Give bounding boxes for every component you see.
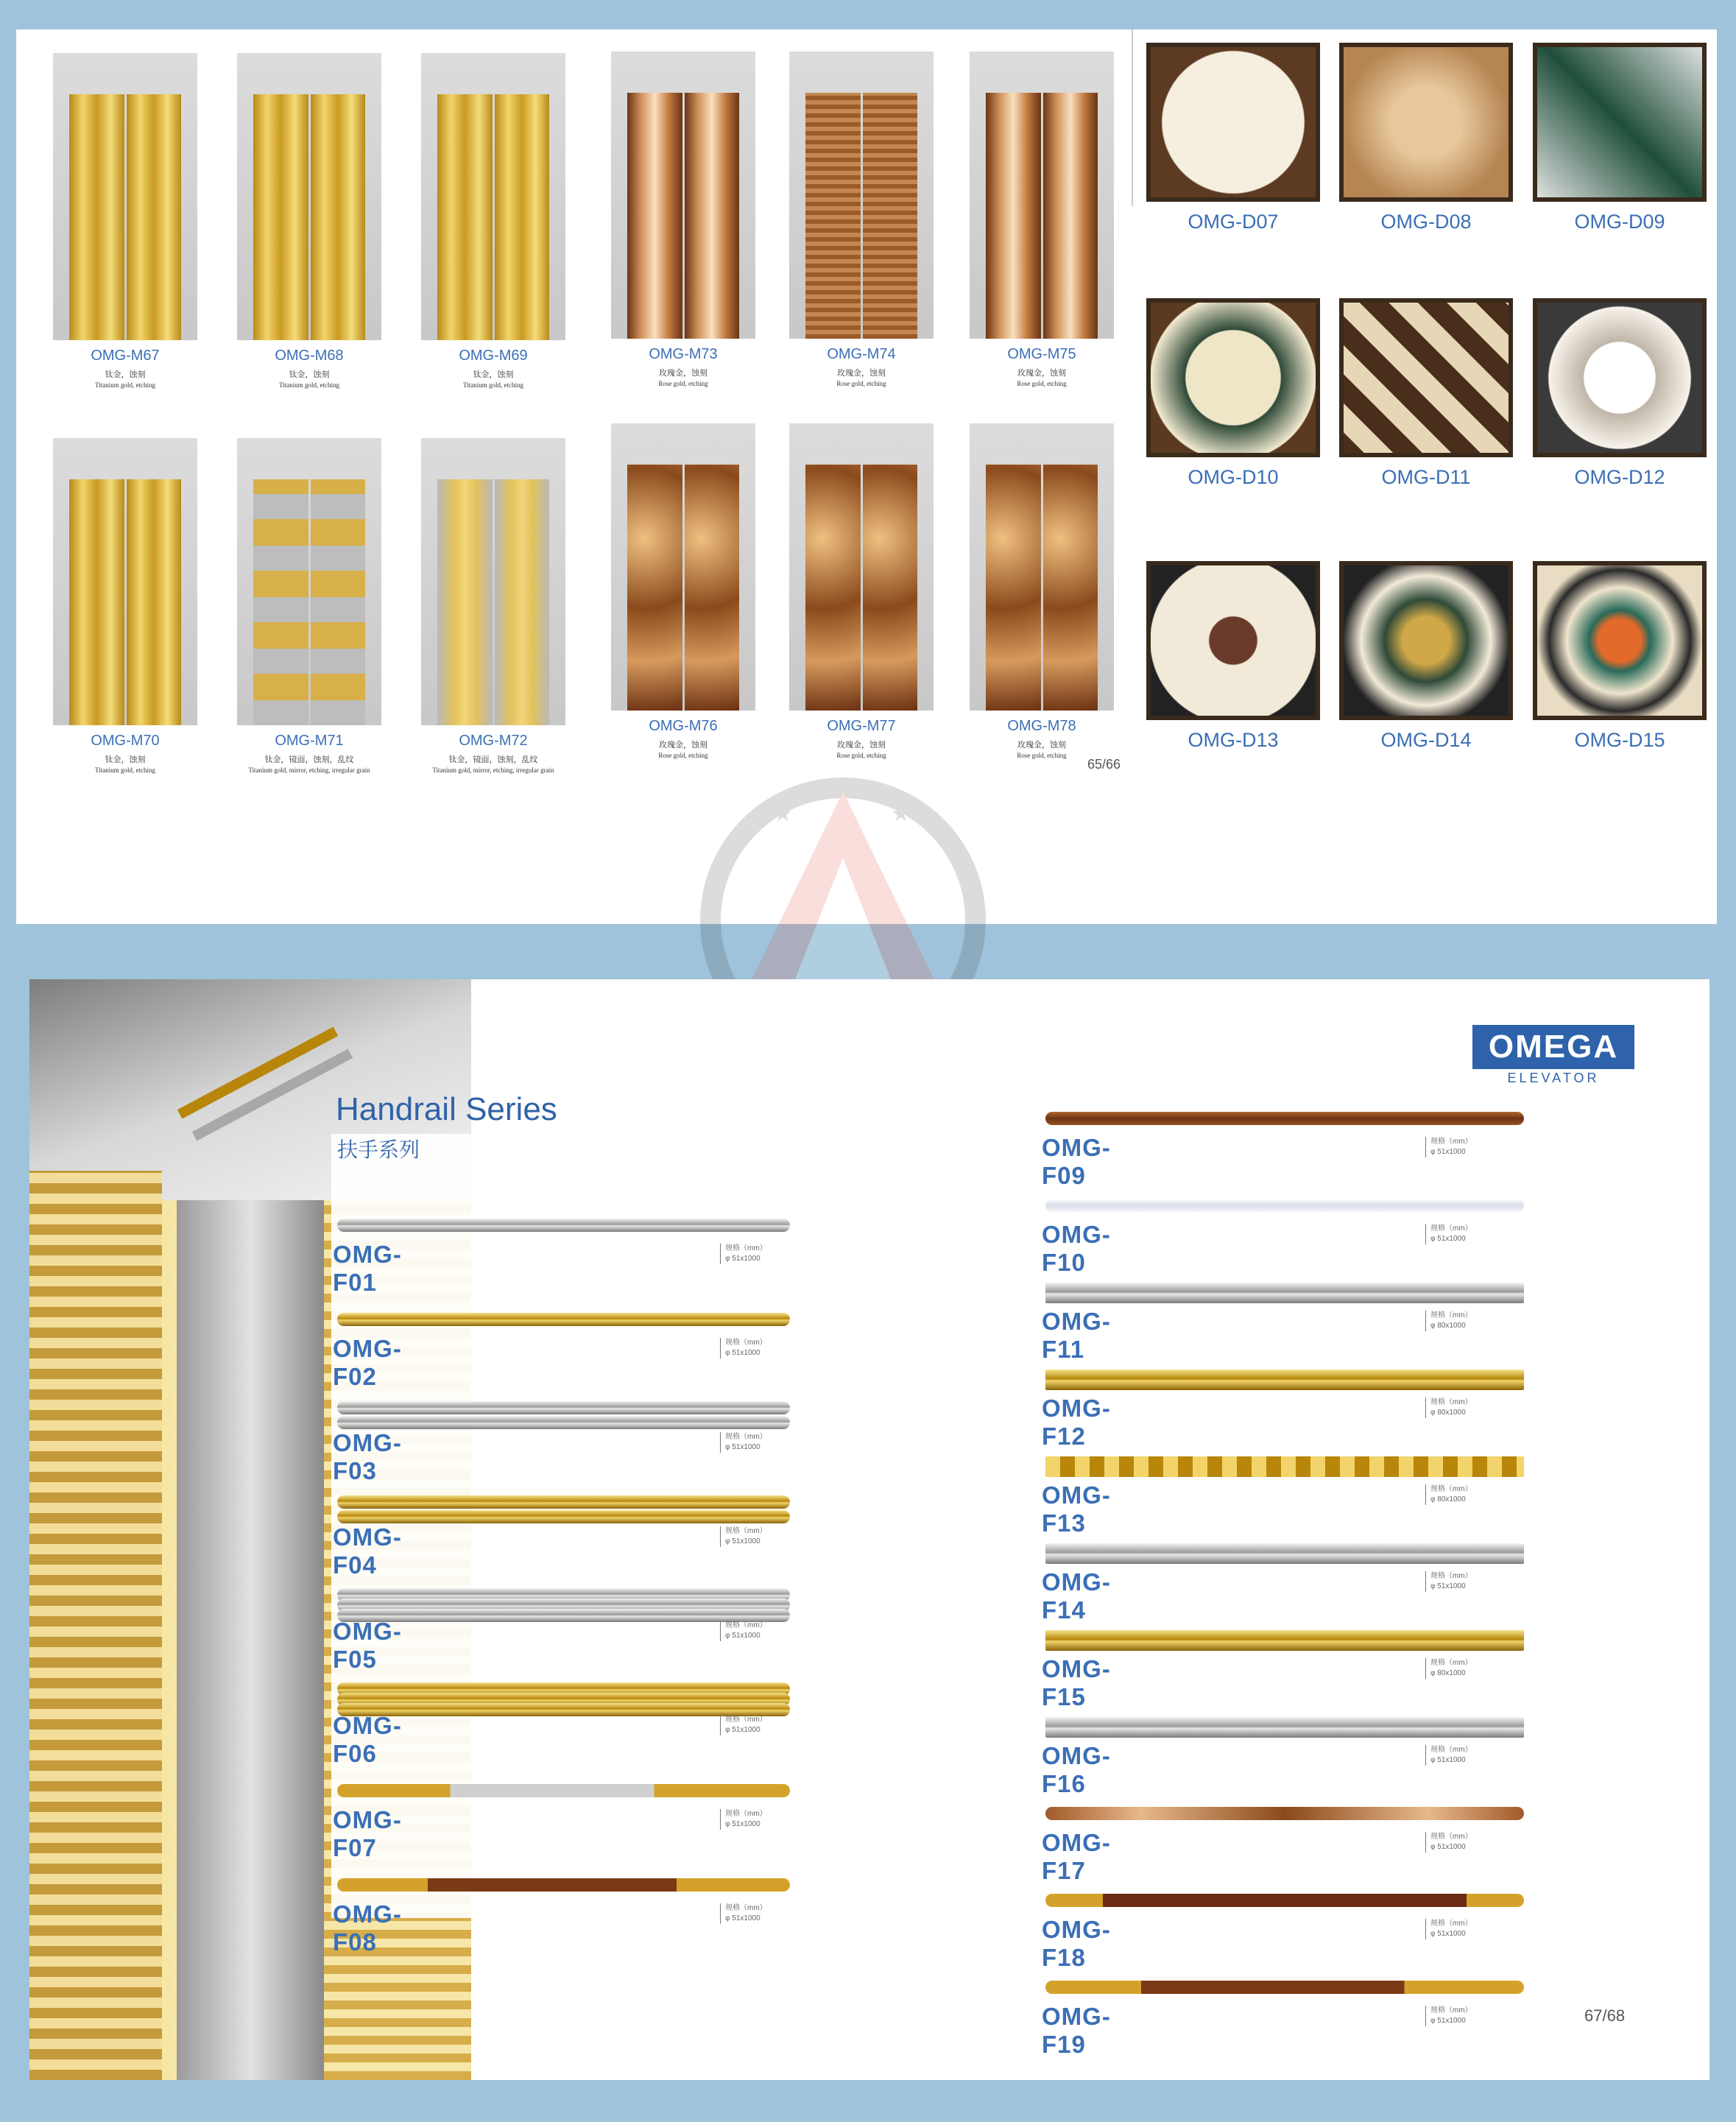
door-panel-omg-m76	[611, 423, 755, 769]
handrail-tube	[1045, 1807, 1524, 1820]
door-finish-cn: 玫瑰金，蚀刻	[659, 368, 708, 378]
handrail-spec	[1425, 1658, 1472, 1679]
handrail-tube	[1045, 1283, 1524, 1303]
handrail-spec-label: 规格（mm）	[1430, 1659, 1472, 1667]
door-leaves	[627, 93, 739, 339]
door-finish-cn: 钛金，蚀刻	[473, 370, 514, 379]
door-finish-en: Rose gold, etching	[658, 380, 708, 387]
handrail-tube	[1045, 1630, 1524, 1651]
door-code: OMG-M71	[275, 733, 344, 749]
handrail-code: OMG-F02	[333, 1335, 402, 1390]
handrail-spec-size: φ 51x1000	[725, 1632, 761, 1640]
handrail-tube	[1045, 1981, 1524, 1994]
handrail-spec-size: φ 51x1000	[725, 1537, 761, 1545]
door-leaves	[253, 94, 365, 340]
tile-code: OMG-D14	[1380, 729, 1472, 751]
handrail-tube	[337, 1510, 790, 1523]
handrail-spec-label: 规格（mm）	[1430, 1746, 1472, 1754]
handrail-tube	[1045, 1543, 1524, 1564]
handrail-spec-size: φ 80x1000	[1430, 1322, 1466, 1330]
door-finish-en: Rose gold, etching	[1017, 380, 1067, 387]
handrail-tube	[337, 1219, 790, 1232]
handrail-code: OMG-F18	[1042, 1916, 1111, 1971]
door-leaf	[253, 479, 308, 725]
handrail-code: OMG-F08	[333, 1900, 402, 1956]
handrail-code: OMG-F13	[1042, 1481, 1111, 1537]
door-panel-omg-m68	[237, 53, 381, 399]
handrail-spec-size: φ 51x1000	[1430, 1148, 1466, 1156]
door-code: OMG-M74	[827, 346, 896, 362]
door-leaves	[69, 94, 181, 340]
door-leaf	[1043, 93, 1098, 339]
handrail-code: OMG-F10	[1042, 1221, 1111, 1276]
door-code: OMG-M73	[649, 346, 718, 362]
handrail-spec-label: 规格（mm）	[1430, 1833, 1472, 1841]
floor-tile-omg-d14	[1339, 561, 1513, 751]
floor-tile-omg-d07	[1146, 43, 1320, 233]
door-finish-cn: 钛金，镜面，蚀刻，乱纹	[264, 755, 354, 764]
door-finish-en: Titanium gold, etching	[463, 381, 523, 389]
handrail-image	[1045, 1713, 1524, 1742]
handrail-tube	[1045, 1894, 1524, 1907]
handrail-spec	[720, 1715, 767, 1735]
handrail-spec-label: 规格（mm）	[1430, 1572, 1472, 1580]
door-leaf	[805, 465, 861, 711]
door-finish-cn: 玫瑰金，蚀刻	[837, 740, 886, 750]
handrail-image	[1045, 1104, 1524, 1134]
door-finish-en: Titanium gold, etching	[279, 381, 339, 389]
handrail-spec-label: 规格（mm）	[725, 1716, 767, 1724]
handrail-title-cn: 扶手系列	[337, 1138, 420, 1162]
omega-logo	[1472, 1025, 1634, 1091]
handrail-spec-label: 规格（mm）	[1430, 1138, 1472, 1146]
handrail-spec-label: 规格（mm）	[725, 1339, 767, 1347]
door-panel-omg-m69	[421, 53, 565, 399]
handrail-spec-size: φ 51x1000	[1430, 1843, 1466, 1851]
door-leaves	[805, 465, 917, 711]
tile-code: OMG-D08	[1380, 211, 1472, 233]
handrail-spec-size: φ 51x1000	[725, 1726, 761, 1734]
floor-tile-omg-d10	[1146, 298, 1320, 488]
door-leaf	[127, 479, 182, 725]
handrail-spec-label: 规格（mm）	[1430, 1398, 1472, 1406]
handrail-spec-label: 规格（mm）	[725, 1244, 767, 1252]
door-leaf	[495, 94, 550, 340]
handrail-spec-size: φ 51x1000	[725, 1820, 761, 1828]
floor-tile-omg-d11	[1339, 298, 1513, 488]
door-leaf	[685, 93, 740, 339]
handrail-spec-label: 规格（mm）	[725, 1904, 767, 1912]
handrail-image	[1045, 1626, 1524, 1655]
handrail-tube	[337, 1401, 790, 1414]
door-leaves	[986, 465, 1098, 711]
handrail-spec-label: 规格（mm）	[725, 1621, 767, 1629]
door-finish-en: Rose gold, etching	[836, 752, 886, 759]
door-finish-cn: 钛金，蚀刻	[105, 370, 146, 379]
floor-tile-omg-d08	[1339, 43, 1513, 233]
handrail-tube	[337, 1416, 790, 1429]
handrail-code: OMG-F01	[333, 1241, 402, 1296]
handrail-tube	[337, 1313, 790, 1326]
door-panel-omg-m77	[789, 423, 934, 769]
handrail-spec-size: φ 80x1000	[1430, 1409, 1466, 1417]
handrail-spec	[1425, 1137, 1472, 1157]
handrail-image	[1045, 1539, 1524, 1568]
door-leaf	[437, 94, 493, 340]
door-panel-omg-m70	[53, 438, 197, 784]
handrail-spec-size: φ 51x1000	[1430, 1756, 1466, 1764]
handrail-spec-size: φ 51x1000	[725, 1443, 761, 1451]
handrail-spec-size: φ 51x1000	[1430, 1235, 1466, 1243]
handrail-spec	[720, 1244, 767, 1264]
door-leaf	[69, 94, 124, 340]
handrail-code: OMG-F16	[1042, 1742, 1111, 1797]
handrail-image	[1045, 1278, 1524, 1308]
handrail-spec-size: φ 80x1000	[1430, 1495, 1466, 1504]
door-leaves	[627, 465, 739, 711]
handrail-code: OMG-F12	[1042, 1395, 1111, 1450]
handrail-spec	[1425, 2006, 1472, 2026]
handrail-code: OMG-F11	[1042, 1308, 1111, 1363]
door-panel-omg-m78	[970, 423, 1114, 769]
door-panel-omg-m73	[611, 52, 755, 398]
tile-pattern-image	[1146, 298, 1320, 457]
door-finish-en: Rose gold, etching	[1017, 752, 1067, 759]
handrail-spec	[1425, 1571, 1472, 1592]
door-finish-cn: 钛金，镜面，蚀刻，乱纹	[448, 755, 538, 764]
omega-logo-subtitle: ELEVATOR	[1507, 1071, 1600, 1085]
page-number-doors: 65/66	[1087, 757, 1121, 772]
handrail-spec	[720, 1903, 767, 1924]
handrail-spec	[1425, 1311, 1472, 1331]
door-finish-en: Titanium gold, etching	[95, 766, 155, 774]
tile-pattern-image	[1339, 561, 1513, 720]
handrail-spec-label: 规格（mm）	[1430, 1311, 1472, 1319]
handrail-code: OMG-F14	[1042, 1568, 1111, 1624]
page-number-handrails: 67/68	[1584, 2006, 1626, 2025]
handrail-tube	[337, 1878, 790, 1892]
door-leaf	[685, 465, 740, 711]
handrail-image	[1045, 1886, 1524, 1916]
handrail-spec	[1425, 1832, 1472, 1853]
floor-tile-omg-d09	[1533, 43, 1707, 233]
door-leaves	[805, 93, 917, 339]
handrail-spec-size: φ 51x1000	[1430, 1582, 1466, 1590]
door-code: OMG-M77	[827, 718, 896, 734]
handrail-title: Handrail Series	[336, 1091, 557, 1127]
handrail-spec	[1425, 1397, 1472, 1418]
tile-pattern-image	[1533, 298, 1707, 457]
handrail-tube	[1045, 1456, 1524, 1477]
door-finish-en: Rose gold, etching	[836, 380, 886, 387]
tile-pattern-image	[1533, 43, 1707, 202]
omega-logo-text: OMEGA	[1472, 1025, 1634, 1069]
door-leaves	[986, 93, 1098, 339]
door-leaves	[253, 479, 365, 725]
tile-code: OMG-D11	[1381, 466, 1471, 488]
door-leaf	[986, 465, 1041, 711]
handrail-tube	[1045, 1370, 1524, 1390]
handrail-code: OMG-F04	[333, 1523, 402, 1579]
handrail-image	[1045, 1191, 1524, 1221]
door-panel-omg-m75	[970, 52, 1114, 398]
handrail-spec	[1425, 1919, 1472, 1939]
door-panel-omg-m67	[53, 53, 197, 399]
handrail-spec-label: 规格（mm）	[1430, 1485, 1472, 1493]
handrail-spec-size: φ 80x1000	[1430, 1669, 1466, 1677]
door-panel-omg-m72	[421, 438, 565, 784]
door-finish-cn: 钛金，蚀刻	[105, 755, 146, 764]
door-leaf	[127, 94, 182, 340]
handrail-tube	[337, 1784, 790, 1797]
handrail-image	[1045, 1800, 1524, 1829]
tile-pattern-image	[1339, 43, 1513, 202]
handrail-spec	[1425, 1224, 1472, 1244]
handrail-spec	[720, 1621, 767, 1641]
handrail-tube	[337, 1495, 790, 1509]
door-leaf	[627, 93, 682, 339]
door-code: OMG-M72	[459, 733, 528, 749]
handrail-image	[337, 1400, 790, 1429]
tile-code: OMG-D12	[1574, 466, 1665, 488]
door-finish-cn: 玫瑰金，蚀刻	[837, 368, 886, 378]
handrail-spec-label: 规格（mm）	[1430, 1224, 1472, 1233]
door-code: OMG-M76	[649, 718, 718, 734]
door-leaf	[253, 94, 308, 340]
handrail-spec-size: φ 51x1000	[725, 1914, 761, 1922]
handrail-code: OMG-F19	[1042, 2003, 1111, 2058]
handrail-tube	[1045, 1199, 1524, 1212]
door-leaf	[627, 465, 682, 711]
handrail-image	[337, 1211, 790, 1241]
door-leaves	[69, 479, 181, 725]
door-finish-en: Rose gold, etching	[658, 752, 708, 759]
door-finish-en: Titanium gold, mirror, etching, irregular grain	[248, 766, 370, 774]
handrail-image	[1045, 1452, 1524, 1481]
door-code: OMG-M67	[91, 348, 160, 364]
handrail-spec-label: 规格（mm）	[1430, 1920, 1472, 1928]
handrail-image	[337, 1777, 790, 1806]
handrail-spec-size: φ 51x1000	[725, 1349, 761, 1357]
handrail-image	[337, 1588, 790, 1618]
handrail-image	[337, 1682, 790, 1712]
handrail-spec	[1425, 1745, 1472, 1766]
svg-text:★: ★	[891, 802, 911, 826]
door-code: OMG-M69	[459, 348, 528, 364]
handrail-spec-label: 规格（mm）	[725, 1433, 767, 1441]
handrail-spec	[720, 1432, 767, 1453]
handrail-image	[337, 1305, 790, 1335]
tile-pattern-image	[1146, 561, 1320, 720]
door-leaf	[495, 479, 550, 725]
door-code: OMG-M78	[1007, 718, 1076, 734]
tile-divider	[1132, 29, 1133, 206]
svg-text:★: ★	[773, 802, 793, 826]
door-leaf	[863, 93, 918, 339]
door-leaf	[69, 479, 124, 725]
tile-code: OMG-D07	[1188, 211, 1279, 233]
door-code: OMG-M68	[275, 348, 344, 364]
handrail-spec-size: φ 51x1000	[725, 1255, 761, 1263]
door-leaves	[437, 479, 549, 725]
handrail-spec	[720, 1338, 767, 1358]
handrail-code: OMG-F05	[333, 1618, 402, 1673]
door-finish-cn: 玫瑰金，蚀刻	[659, 740, 708, 750]
door-leaf	[863, 465, 918, 711]
tile-code: OMG-D13	[1188, 729, 1279, 751]
floor-tile-omg-d13	[1146, 561, 1320, 751]
door-leaf	[311, 479, 366, 725]
handrail-spec	[720, 1809, 767, 1830]
tile-pattern-image	[1339, 298, 1513, 457]
catalog-page-handrails	[29, 979, 1709, 2080]
door-finish-cn: 玫瑰金，蚀刻	[1017, 740, 1066, 750]
handrail-tube	[1045, 1717, 1524, 1738]
handrail-code: OMG-F17	[1042, 1829, 1111, 1884]
handrail-image	[337, 1494, 790, 1523]
tile-code: OMG-D15	[1574, 729, 1665, 751]
door-leaf	[437, 479, 493, 725]
door-leaf	[1043, 465, 1098, 711]
handrail-code: OMG-F15	[1042, 1655, 1111, 1710]
door-leaf	[805, 93, 861, 339]
handrail-code: OMG-F09	[1042, 1134, 1111, 1189]
handrail-spec-label: 规格（mm）	[1430, 2006, 1472, 2015]
handrail-code: OMG-F03	[333, 1429, 402, 1484]
handrail-spec-size: φ 51x1000	[1430, 1930, 1466, 1938]
handrail-image	[1045, 1365, 1524, 1395]
handrail-spec-size: φ 51x1000	[1430, 2017, 1466, 2025]
door-panel-omg-m74	[789, 52, 934, 398]
door-finish-en: Titanium gold, mirror, etching, irregular grain	[432, 766, 554, 774]
door-leaf	[986, 93, 1041, 339]
door-code: OMG-M70	[91, 733, 160, 749]
floor-tile-omg-d15	[1533, 561, 1707, 751]
handrail-tube	[1045, 1112, 1524, 1125]
handrail-spec-label: 规格（mm）	[725, 1810, 767, 1818]
handrail-spec-label: 规格（mm）	[725, 1527, 767, 1535]
tile-pattern-image	[1146, 43, 1320, 202]
door-finish-cn: 钛金，蚀刻	[289, 370, 330, 379]
door-finish-cn: 玫瑰金，蚀刻	[1017, 368, 1066, 378]
door-panel-omg-m71	[237, 438, 381, 784]
handrail-code: OMG-F07	[333, 1806, 402, 1861]
handrail-spec	[720, 1526, 767, 1547]
door-finish-en: Titanium gold, etching	[95, 381, 155, 389]
handrail-code: OMG-F06	[333, 1712, 402, 1767]
handrail-spec	[1425, 1484, 1472, 1505]
door-leaves	[437, 94, 549, 340]
floor-tile-omg-d12	[1533, 298, 1707, 488]
door-leaf	[311, 94, 366, 340]
handrail-image	[1045, 1973, 1524, 2003]
tile-code: OMG-D09	[1574, 211, 1665, 233]
door-code: OMG-M75	[1007, 346, 1076, 362]
tile-code: OMG-D10	[1188, 466, 1279, 488]
tile-pattern-image	[1533, 561, 1707, 720]
handrail-image	[337, 1871, 790, 1900]
